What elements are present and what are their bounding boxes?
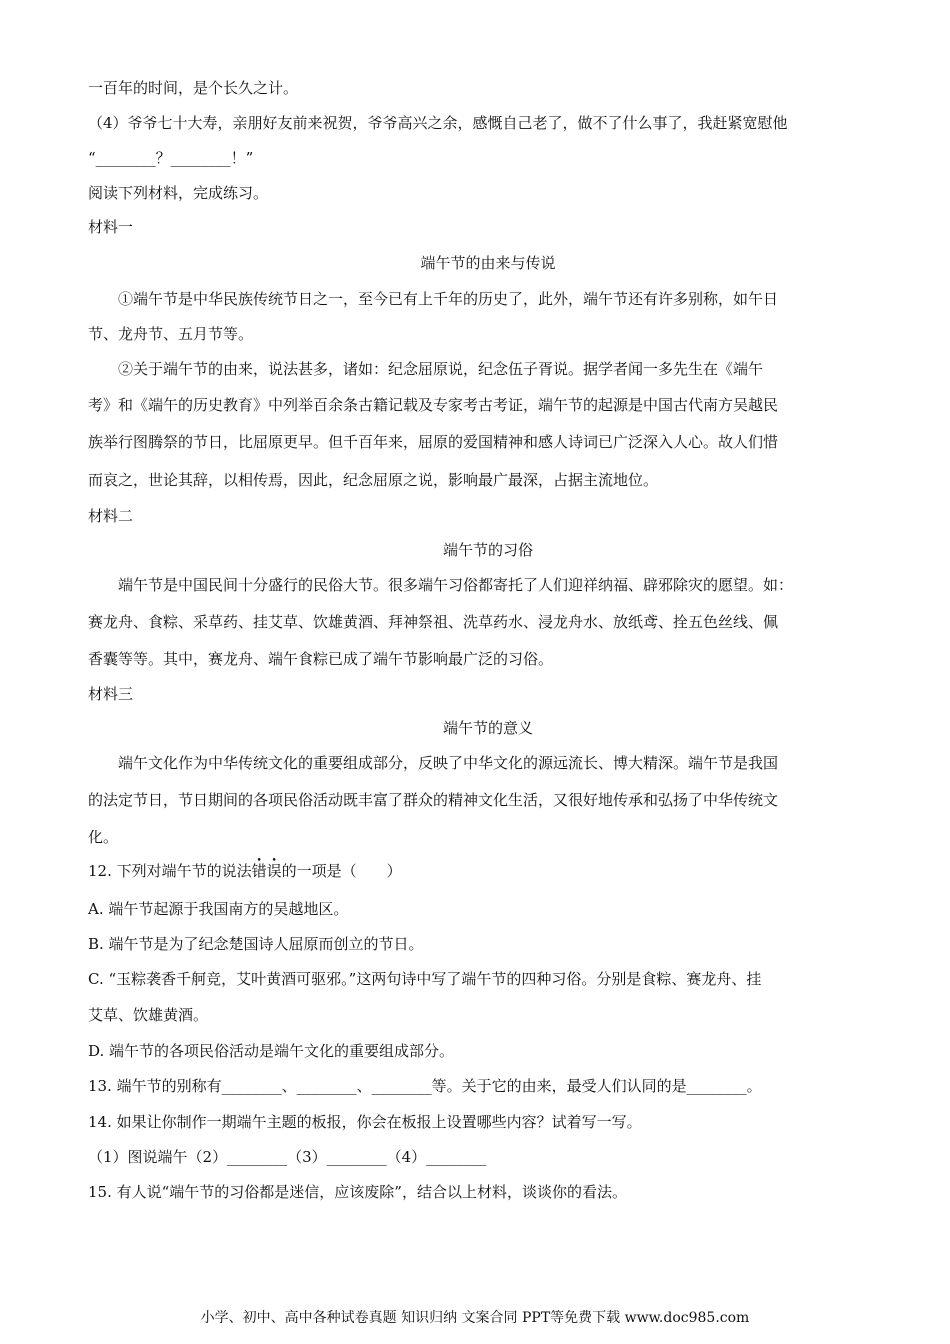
question-13: 13. 端午节的别称有________、________、________等。关于它的由来，最受人们认同的是________。 (88, 1077, 762, 1095)
text-line: ②关于端午节的由来，说法甚多，诸如：纪念屈原说，纪念伍子胥说。据学者闻一多先生在《端午 (118, 360, 764, 378)
option-d: D. 端午节的各项民俗活动是端午文化的重要组成部分。 (88, 1042, 455, 1060)
text-line: 的法定节日，节日期间的各项民俗活动既丰富了群众的精神文化生活，又很好地传承和弘扬了中华传统文 (88, 791, 779, 809)
text-line: 化。 (88, 828, 119, 846)
text-line: “________？________！” (88, 149, 254, 167)
text-line: 阅读下列材料，完成练习。 (88, 184, 269, 202)
option-b: B. 端午节是为了纪念楚国诗人屈原而创立的节日。 (88, 935, 424, 953)
option-c: C. “玉粽袭香千舸竞，艾叶黄酒可驱邪。”这两句诗中写了端午节的四种习俗。分别是食粽、赛龙舟、挂 (88, 970, 762, 988)
text-line: 端午文化作为中华传统文化的重要组成部分，反映了中华文化的源远流长、博大精深。端午节是我国 (118, 754, 779, 772)
text-line: 族举行图腾祭的节日，比屈原更早。但千百年来，屈原的爱国精神和感人诗词已广泛深入人心。故人们惜 (88, 433, 779, 451)
emphasis-char: 错 (251, 862, 267, 880)
option-a: A. 端午节起源于我国南方的吴越地区。 (88, 900, 349, 918)
text-line: 考》和《端午的历史教育》中列举百余条古籍记载及专家考古考证，端午节的起源是中国古代南方吴越民 (88, 396, 779, 414)
material-label: 材料一 (88, 218, 134, 236)
text-line: 香囊等等。其中，赛龙舟、端午食粽已成了端午节影响最广泛的习俗。 (88, 650, 554, 668)
text-line: 一百年的时间，是个长久之计。 (88, 79, 299, 97)
section-title: 端午节的习俗 (442, 541, 533, 559)
material-label: 材料三 (88, 685, 134, 703)
question-14-subitems: （1）图说端午（2）________（3）________（4）________ (88, 1148, 487, 1166)
question-12-suffix: 的一项是（ ） (281, 862, 402, 880)
section-title: 端午节的意义 (442, 719, 533, 737)
text-line: ①端午节是中华民族传统节日之一，至今已有上千年的历史了，此外，端午节还有许多别称，如午日 (118, 290, 779, 308)
material-label: 材料二 (88, 507, 134, 525)
text-line: 端午节是中国民间十分盛行的民俗大节。很多端午习俗都寄托了人们迎祥纳福、辟邪除灾的愿望。如： (118, 576, 794, 594)
text-line: 节、龙舟节、五月节等。 (88, 325, 254, 343)
question-14: 14. 如果让你制作一期端午主题的板报，你会在板报上设置哪些内容？试着写一写。 (88, 1113, 642, 1131)
emphasis-char: 误 (266, 862, 282, 880)
question-15: 15. 有人说“端午节的习俗都是迷信，应该废除”，结合以上材料，谈谈你的看法。 (88, 1183, 627, 1201)
section-title: 端午节的由来与传说 (420, 254, 556, 272)
footer-text: 小学、初中、高中各种试卷真题 知识归纳 文案合同 PPT等免费下载 www.doc985.com (200, 1310, 750, 1326)
text-line: 而哀之，世论其辞，以相传焉，因此，纪念屈原之说，影响最广最深，占据主流地位。 (88, 471, 659, 489)
question-12-prefix: 12. 下列对端午节的说法 (88, 862, 252, 880)
text-line: （4）爷爷七十大寿，亲朋好友前来祝贺，爷爷高兴之余，感慨自己老了，做不了什么事了，我赶紧宽慰他 (88, 114, 788, 132)
option-c-cont: 艾草、饮雄黄酒。 (88, 1006, 209, 1024)
question-12 (88, 861, 402, 881)
text-line: 赛龙舟、食粽、采草药、挂艾草、饮雄黄酒、拜神祭祖、洗草药水、浸龙舟水、放纸鸢、拴五色丝线、佩 (88, 613, 779, 631)
